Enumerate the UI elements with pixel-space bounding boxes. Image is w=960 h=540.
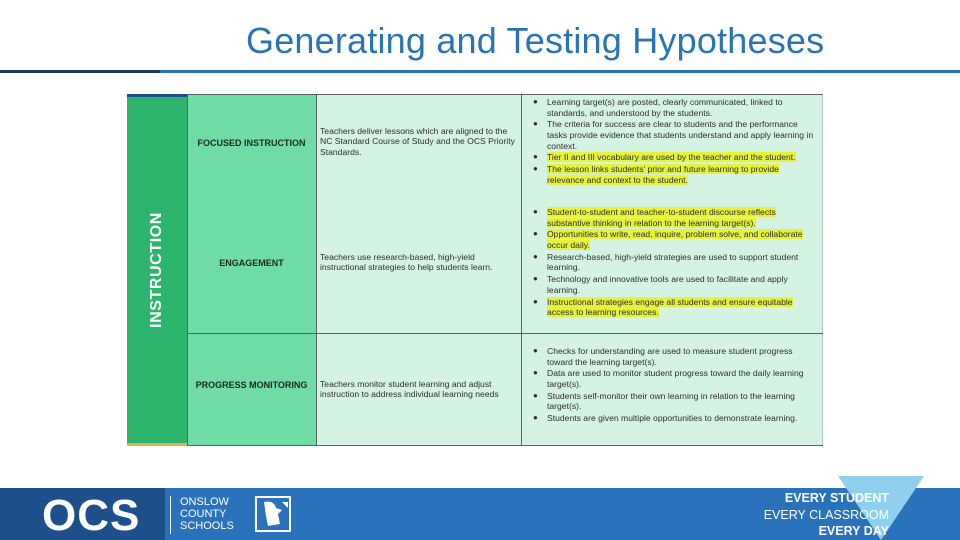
row-description-focused-instruction: Teachers deliver lessons which are aligned to the NC Standard Course of Study and the OCS Priority Standards. xyxy=(320,126,515,157)
bullet-icon: ● xyxy=(533,274,538,284)
indicator-text: Technology and innovative tools are used to facilitate and apply learning. xyxy=(547,274,788,295)
footer-divider xyxy=(170,496,171,534)
indicator-text: Learning target(s) are posted, clearly communicated, linked to standards, and understood by the students. xyxy=(547,97,783,118)
list-item xyxy=(530,97,815,118)
section-strip-bottom-accent xyxy=(127,443,187,446)
list-item xyxy=(530,152,815,163)
list-item xyxy=(530,413,815,424)
district-line: SCHOOLS xyxy=(180,520,234,532)
bullet-icon: ● xyxy=(533,368,538,378)
grid-line xyxy=(187,94,823,95)
bullet-icon: ● xyxy=(533,164,538,174)
list-item xyxy=(530,207,815,228)
list-item xyxy=(530,274,815,295)
bullet-icon: ● xyxy=(533,119,538,129)
row-description-engagement: Teachers use research-based, high-yield instructional strategies to help students learn. xyxy=(320,252,493,273)
indicator-text: Checks for understanding are used to measure student progress toward the learning target(s). xyxy=(547,346,793,367)
bullet-icon: ● xyxy=(533,152,538,162)
indicator-list-progress-monitoring xyxy=(530,346,815,425)
slogan xyxy=(764,490,889,540)
indicator-text: Students self-monitor their own learning in relation to the learning target(s). xyxy=(547,390,795,412)
indicator-text: Research-based, high-yield strategies are used to support student learning. xyxy=(547,251,799,273)
list-item xyxy=(530,297,815,318)
grid-line xyxy=(187,333,823,334)
slide-title: Generating and Testing Hypotheses xyxy=(246,20,825,61)
indicator-text-highlighted: Tier II and III vocabulary are used by the teacher and the student. xyxy=(547,152,796,163)
indicator-text: The criteria for success are clear to students and the performance tasks provide evidence that students understand and apply learning in context. xyxy=(547,119,814,151)
district-line: COUNTY xyxy=(180,508,227,520)
indicator-text: Data are used to monitor student progress toward the daily learning target(s). xyxy=(547,368,804,389)
slogan-line: EVERY DAY xyxy=(818,524,889,538)
bullet-icon: ● xyxy=(533,346,538,355)
row-category-focused-instruction: FOCUSED INSTRUCTION xyxy=(197,138,306,148)
list-item xyxy=(530,391,815,412)
district-name xyxy=(180,496,250,532)
ocs-logo: OCS xyxy=(42,491,141,540)
indicator-text-highlighted: Instructional strategies engage all students and ensure equitable access to learning resources. xyxy=(547,296,793,318)
indicator-list-engagement xyxy=(530,207,815,319)
grid-line xyxy=(187,445,823,446)
district-line: ONSLOW xyxy=(180,496,229,508)
bullet-icon: ● xyxy=(533,413,538,423)
slogan-line: EVERY CLASSROOM xyxy=(763,507,889,522)
row-category-progress-monitoring: PROGRESS MONITORING xyxy=(195,380,308,390)
indicator-text-highlighted: Opportunities to write, read, inquire, problem solve, and collaborate occur daily. xyxy=(547,229,803,250)
indicator-text-highlighted: The lesson links students' prior and future learning to provide relevance and context to the student. xyxy=(547,164,779,185)
list-item xyxy=(530,164,815,185)
bullet-icon: ● xyxy=(533,229,538,239)
list-item xyxy=(530,368,815,389)
bullet-icon: ● xyxy=(533,296,538,306)
grid-line xyxy=(316,94,317,446)
indicator-text: Students are given multiple opportunities to demonstrate learning. xyxy=(547,413,798,424)
row-category-engagement: ENGAGEMENT xyxy=(219,258,284,268)
section-strip-top-accent xyxy=(127,94,187,97)
bullet-icon: ● xyxy=(533,207,538,216)
section-label: INSTRUCTION xyxy=(148,212,165,328)
list-item xyxy=(530,252,815,273)
bullet-icon: ● xyxy=(533,251,538,261)
indicator-text-highlighted: Student-to-student and teacher-to-student discourse reflects substantive thinking in relation to the learning target(s). xyxy=(547,207,776,228)
bullet-icon: ● xyxy=(533,390,538,400)
grid-line xyxy=(521,94,522,446)
bullet-icon: ● xyxy=(533,97,538,106)
list-item xyxy=(530,119,815,151)
district-emblem-icon xyxy=(254,494,294,534)
list-item xyxy=(530,229,815,250)
title-underline-accent xyxy=(0,70,160,73)
list-item xyxy=(530,346,815,367)
indicator-list-focused-instruction xyxy=(530,97,815,187)
row-description-progress-monitoring: Teachers monitor student learning and adjust instruction to address individual learning needs xyxy=(320,379,499,400)
slogan-line: EVERY STUDENT xyxy=(784,491,889,505)
